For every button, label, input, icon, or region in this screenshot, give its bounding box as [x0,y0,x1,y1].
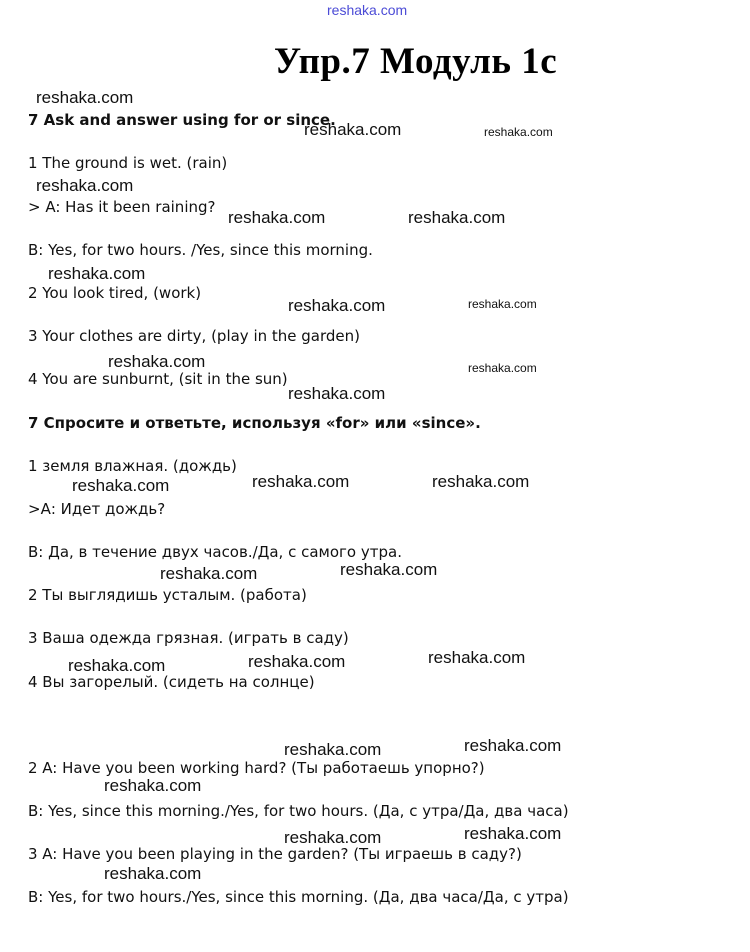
russian-item-1: 1 земля влажная. (дождь) [28,457,237,475]
watermark: reshaka.com [68,656,166,675]
english-item-1-answer: B: Yes, for two hours. /Yes, since this morning. [28,241,373,259]
watermark: reshaka.com [72,476,170,495]
watermark: reshaka.com [284,828,382,847]
watermark: reshaka.com [484,125,553,139]
site-link[interactable]: reshaka.com [327,2,408,18]
watermark: reshaka.com [340,560,438,579]
english-item-2: 2 You look tired, (work) [28,284,202,302]
watermark: reshaka.com [304,120,402,139]
watermark: reshaka.com [288,296,386,315]
watermark: reshaka.com [468,297,537,311]
watermark: reshaka.com [160,564,258,583]
watermark: reshaka.com [248,652,346,671]
watermark: reshaka.com [428,648,526,667]
answer-2-question: 2 A: Have you been working hard? (Ты работаешь упорно?) [28,759,485,777]
watermark: reshaka.com [108,352,206,371]
english-item-4: 4 You are sunburnt, (sit in the sun) [28,370,288,388]
watermark: reshaka.com [48,264,146,283]
watermark: reshaka.com [464,824,562,843]
watermark: reshaka.com [36,88,134,107]
answer-2-answer: B: Yes, since this morning./Yes, for two hours. (Да, с утра/Да, два часа) [28,802,569,820]
watermark: reshaka.com [36,176,134,195]
watermark: reshaka.com [228,208,326,227]
russian-item-1-answer: В: Да, в течение двух часов./Да, с самого утра. [28,543,402,561]
watermark: reshaka.com [468,361,537,375]
english-item-1-question: > A: Has it been raining? [28,198,216,216]
russian-heading: 7 Спросите и ответьте, используя «for» или «since». [28,414,481,432]
watermark: reshaka.com [432,472,530,491]
watermark: reshaka.com [104,776,202,795]
watermark: reshaka.com [408,208,506,227]
answer-3-answer: B: Yes, for two hours./Yes, since this morning. (Да, два часа/Да, с утра) [28,888,569,906]
russian-item-2: 2 Ты выглядишь усталым. (работа) [28,586,307,604]
answer-3-question: 3 A: Have you been playing in the garden? (Ты играешь в саду?) [28,845,522,863]
english-heading: 7 Ask and answer using for or since. [28,111,336,129]
page-title: Упр.7 Модуль 1с [274,41,558,82]
watermark: reshaka.com [104,864,202,883]
watermark: reshaka.com [288,384,386,403]
watermark: reshaka.com [464,736,562,755]
english-item-3: 3 Your clothes are dirty, (play in the garden) [28,327,360,345]
watermark: reshaka.com [284,740,382,759]
watermark: reshaka.com [252,472,350,491]
english-item-1: 1 The ground is wet. (rain) [28,154,228,172]
russian-item-1-question: >А: Идет дождь? [28,500,166,518]
russian-item-3: 3 Ваша одежда грязная. (играть в саду) [28,629,349,647]
russian-item-4: 4 Вы загорелый. (сидеть на солнце) [28,673,315,691]
